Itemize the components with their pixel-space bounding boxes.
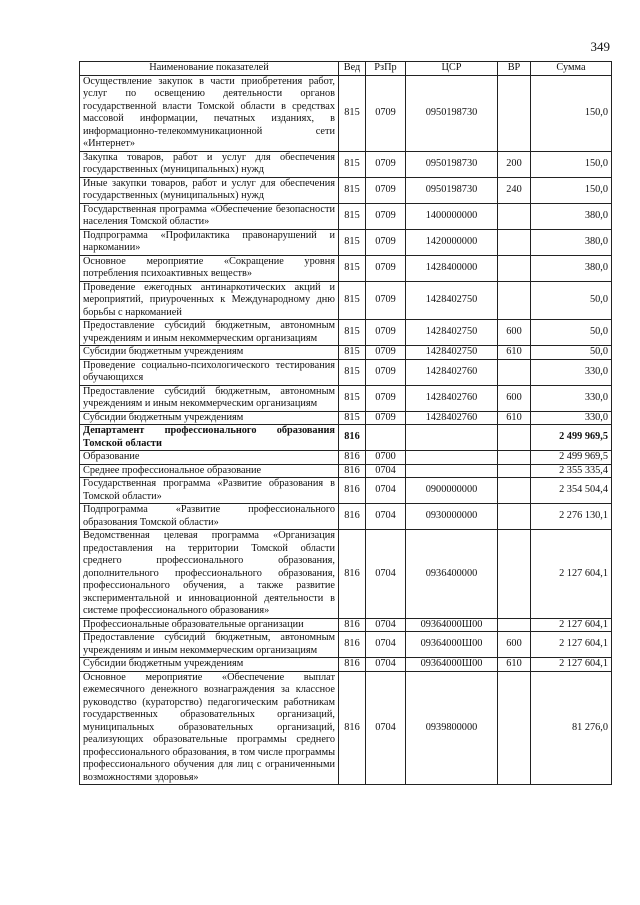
- cell-csr: 0939800000: [406, 671, 498, 785]
- cell-name: Подпрограмма «Развитие профессионального образования Томской области»: [80, 504, 339, 530]
- cell-name: Образование: [80, 451, 339, 465]
- cell-csr: 1428402750: [406, 320, 498, 346]
- cell-vr: 610: [498, 411, 531, 425]
- column-header-vr: ВР: [498, 62, 531, 76]
- cell-sum: 2 355 335,4: [531, 464, 612, 478]
- table-row: [80, 359, 612, 385]
- cell-rzpr: [366, 425, 406, 451]
- table-row: [80, 411, 612, 425]
- cell-ved: 815: [339, 203, 366, 229]
- cell-csr: 09364000Ш00: [406, 618, 498, 632]
- table-row: [80, 530, 612, 619]
- cell-name: Иные закупки товаров, работ и услуг для обеспечения государственных (муниципальных) нужд: [80, 177, 339, 203]
- table-row: [80, 478, 612, 504]
- cell-rzpr: 0700: [366, 451, 406, 465]
- cell-ved: 816: [339, 451, 366, 465]
- cell-rzpr: 0709: [366, 151, 406, 177]
- cell-ved: 816: [339, 478, 366, 504]
- cell-vr: [498, 478, 531, 504]
- cell-rzpr: 0704: [366, 671, 406, 785]
- cell-rzpr: 0709: [366, 75, 406, 151]
- cell-ved: 815: [339, 75, 366, 151]
- cell-vr: [498, 504, 531, 530]
- cell-csr: 0950198730: [406, 151, 498, 177]
- cell-sum: 330,0: [531, 411, 612, 425]
- cell-name: Субсидии бюджетным учреждениям: [80, 411, 339, 425]
- cell-rzpr: 0704: [366, 478, 406, 504]
- cell-ved: 816: [339, 632, 366, 658]
- cell-name: Профессиональные образовательные организации: [80, 618, 339, 632]
- table-row: [80, 504, 612, 530]
- cell-rzpr: 0704: [366, 504, 406, 530]
- cell-sum: 50,0: [531, 281, 612, 320]
- cell-ved: 815: [339, 229, 366, 255]
- cell-sum: 330,0: [531, 385, 612, 411]
- cell-sum: 380,0: [531, 203, 612, 229]
- table-row: [80, 346, 612, 360]
- cell-sum: 81 276,0: [531, 671, 612, 785]
- cell-ved: 816: [339, 530, 366, 619]
- cell-rzpr: 0709: [366, 229, 406, 255]
- cell-vr: 610: [498, 658, 531, 672]
- cell-csr: 1428402750: [406, 346, 498, 360]
- cell-name: Закупка товаров, работ и услуг для обеспечения государственных (муниципальных) нужд: [80, 151, 339, 177]
- cell-sum: 150,0: [531, 151, 612, 177]
- table-row: [80, 658, 612, 672]
- table-row: [80, 464, 612, 478]
- table-row: [80, 385, 612, 411]
- cell-sum: 2 499 969,5: [531, 451, 612, 465]
- table-row: [80, 425, 612, 451]
- column-header-rzpr: РзПр: [366, 62, 406, 76]
- cell-ved: 816: [339, 671, 366, 785]
- cell-name: Проведение социально-психологического тестирования обучающихся: [80, 359, 339, 385]
- cell-vr: [498, 359, 531, 385]
- cell-sum: 2 127 604,1: [531, 658, 612, 672]
- cell-csr: 0930000000: [406, 504, 498, 530]
- cell-sum: 380,0: [531, 229, 612, 255]
- cell-name: Подпрограмма «Профилактика правонарушений и наркомании»: [80, 229, 339, 255]
- cell-name: Основное мероприятие «Сокращение уровня потребления психоактивных веществ»: [80, 255, 339, 281]
- cell-rzpr: 0709: [366, 177, 406, 203]
- cell-vr: [498, 451, 531, 465]
- cell-sum: 2 127 604,1: [531, 632, 612, 658]
- cell-vr: 200: [498, 151, 531, 177]
- cell-name: Среднее профессиональное образование: [80, 464, 339, 478]
- cell-vr: 610: [498, 346, 531, 360]
- cell-ved: 816: [339, 618, 366, 632]
- cell-csr: 09364000Ш00: [406, 658, 498, 672]
- cell-ved: 815: [339, 255, 366, 281]
- cell-name: Субсидии бюджетным учреждениям: [80, 658, 339, 672]
- cell-sum: 150,0: [531, 75, 612, 151]
- table-row: [80, 229, 612, 255]
- table-header-row: [80, 62, 612, 76]
- cell-vr: [498, 464, 531, 478]
- cell-csr: 0936400000: [406, 530, 498, 619]
- cell-csr: 1420000000: [406, 229, 498, 255]
- cell-csr: 1428402760: [406, 385, 498, 411]
- column-header-ved: Вед: [339, 62, 366, 76]
- cell-vr: [498, 229, 531, 255]
- table-row: [80, 618, 612, 632]
- cell-csr: [406, 464, 498, 478]
- page-number: 349: [590, 39, 610, 54]
- cell-vr: [498, 203, 531, 229]
- cell-csr: 0950198730: [406, 177, 498, 203]
- cell-csr: 1428400000: [406, 255, 498, 281]
- cell-vr: [498, 618, 531, 632]
- cell-sum: 2 127 604,1: [531, 530, 612, 619]
- cell-sum: 380,0: [531, 255, 612, 281]
- cell-vr: [498, 75, 531, 151]
- table-row: [80, 671, 612, 785]
- cell-sum: 2 127 604,1: [531, 618, 612, 632]
- cell-name: Департамент профессионального образования Томской области: [80, 425, 339, 451]
- cell-ved: 815: [339, 320, 366, 346]
- cell-rzpr: 0709: [366, 411, 406, 425]
- table-row: [80, 320, 612, 346]
- cell-csr: [406, 451, 498, 465]
- cell-name: Проведение ежегодных антинаркотических акций и мероприятий, приуроченных к Международному дню борьбы с наркоманией: [80, 281, 339, 320]
- cell-name: Субсидии бюджетным учреждениям: [80, 346, 339, 360]
- cell-ved: 815: [339, 281, 366, 320]
- cell-sum: 2 499 969,5: [531, 425, 612, 451]
- cell-name: Государственная программа «Развитие образования в Томской области»: [80, 478, 339, 504]
- cell-csr: 09364000Ш00: [406, 632, 498, 658]
- cell-ved: 816: [339, 504, 366, 530]
- cell-rzpr: 0704: [366, 632, 406, 658]
- cell-ved: 815: [339, 411, 366, 425]
- cell-name: Государственная программа «Обеспечение безопасности населения Томской области»: [80, 203, 339, 229]
- cell-sum: 150,0: [531, 177, 612, 203]
- cell-csr: 1400000000: [406, 203, 498, 229]
- cell-rzpr: 0709: [366, 359, 406, 385]
- table-row: [80, 632, 612, 658]
- cell-rzpr: 0709: [366, 385, 406, 411]
- cell-sum: 330,0: [531, 359, 612, 385]
- cell-ved: 816: [339, 658, 366, 672]
- table-row: [80, 451, 612, 465]
- cell-vr: 600: [498, 632, 531, 658]
- cell-rzpr: 0709: [366, 203, 406, 229]
- cell-vr: 600: [498, 385, 531, 411]
- cell-sum: 2 276 130,1: [531, 504, 612, 530]
- cell-vr: 240: [498, 177, 531, 203]
- table-row: [80, 281, 612, 320]
- table-row: [80, 255, 612, 281]
- cell-vr: [498, 281, 531, 320]
- cell-vr: [498, 425, 531, 451]
- cell-sum: 50,0: [531, 346, 612, 360]
- cell-ved: 815: [339, 385, 366, 411]
- cell-name: Предоставление субсидий бюджетным, автономным учреждениям и иным некоммерческим организациям: [80, 320, 339, 346]
- table-row: [80, 75, 612, 151]
- cell-name: Ведомственная целевая программа «Организация предоставления на территории Томской области среднего профессионального образования, дополнительного профессионального образования, профессионального обучения, а также развитие экспериментальной и инновационной деятельности в системе профессионального образования»: [80, 530, 339, 619]
- cell-csr: [406, 425, 498, 451]
- cell-ved: 815: [339, 177, 366, 203]
- cell-ved: 815: [339, 359, 366, 385]
- cell-rzpr: 0709: [366, 320, 406, 346]
- budget-table: [79, 61, 612, 785]
- cell-rzpr: 0704: [366, 464, 406, 478]
- cell-sum: 2 354 504,4: [531, 478, 612, 504]
- cell-csr: 1428402760: [406, 359, 498, 385]
- cell-rzpr: 0709: [366, 346, 406, 360]
- cell-rzpr: 0704: [366, 658, 406, 672]
- cell-rzpr: 0709: [366, 255, 406, 281]
- cell-csr: 1428402750: [406, 281, 498, 320]
- cell-vr: 600: [498, 320, 531, 346]
- cell-ved: 815: [339, 346, 366, 360]
- cell-csr: 0900000000: [406, 478, 498, 504]
- cell-vr: [498, 255, 531, 281]
- cell-name: Основное мероприятие «Обеспечение выплат ежемесячного денежного вознаграждения за классное руководство (кураторство) педагогическим работникам государственных образовательных организаций, муниципальных образовательных организаций, реализующих образовательные программы среднего профессионального образования, в том числе программы профессионального обучения для лиц с ограниченными возможностями здоровья»: [80, 671, 339, 785]
- column-header-sum: Сумма: [531, 62, 612, 76]
- cell-rzpr: 0704: [366, 618, 406, 632]
- cell-name: Предоставление субсидий бюджетным, автономным учреждениям и иным некоммерческим организациям: [80, 385, 339, 411]
- cell-vr: [498, 530, 531, 619]
- cell-rzpr: 0709: [366, 281, 406, 320]
- cell-sum: 50,0: [531, 320, 612, 346]
- cell-ved: 816: [339, 425, 366, 451]
- table-row: [80, 177, 612, 203]
- cell-vr: [498, 671, 531, 785]
- cell-name: Осуществление закупок в части приобретения работ, услуг по освещению деятельности органов государственной власти Томской области в средствах массовой информации, печатных изданиях, в информационно-телекоммуникационной сети «Интернет»: [80, 75, 339, 151]
- column-header-name: Наименование показателей: [80, 62, 339, 76]
- cell-ved: 816: [339, 464, 366, 478]
- table-row: [80, 203, 612, 229]
- cell-name: Предоставление субсидий бюджетным, автономным учреждениям и иным некоммерческим организациям: [80, 632, 339, 658]
- cell-csr: 0950198730: [406, 75, 498, 151]
- cell-csr: 1428402760: [406, 411, 498, 425]
- cell-ved: 815: [339, 151, 366, 177]
- cell-rzpr: 0704: [366, 530, 406, 619]
- column-header-csr: ЦСР: [406, 62, 498, 76]
- table-row: [80, 151, 612, 177]
